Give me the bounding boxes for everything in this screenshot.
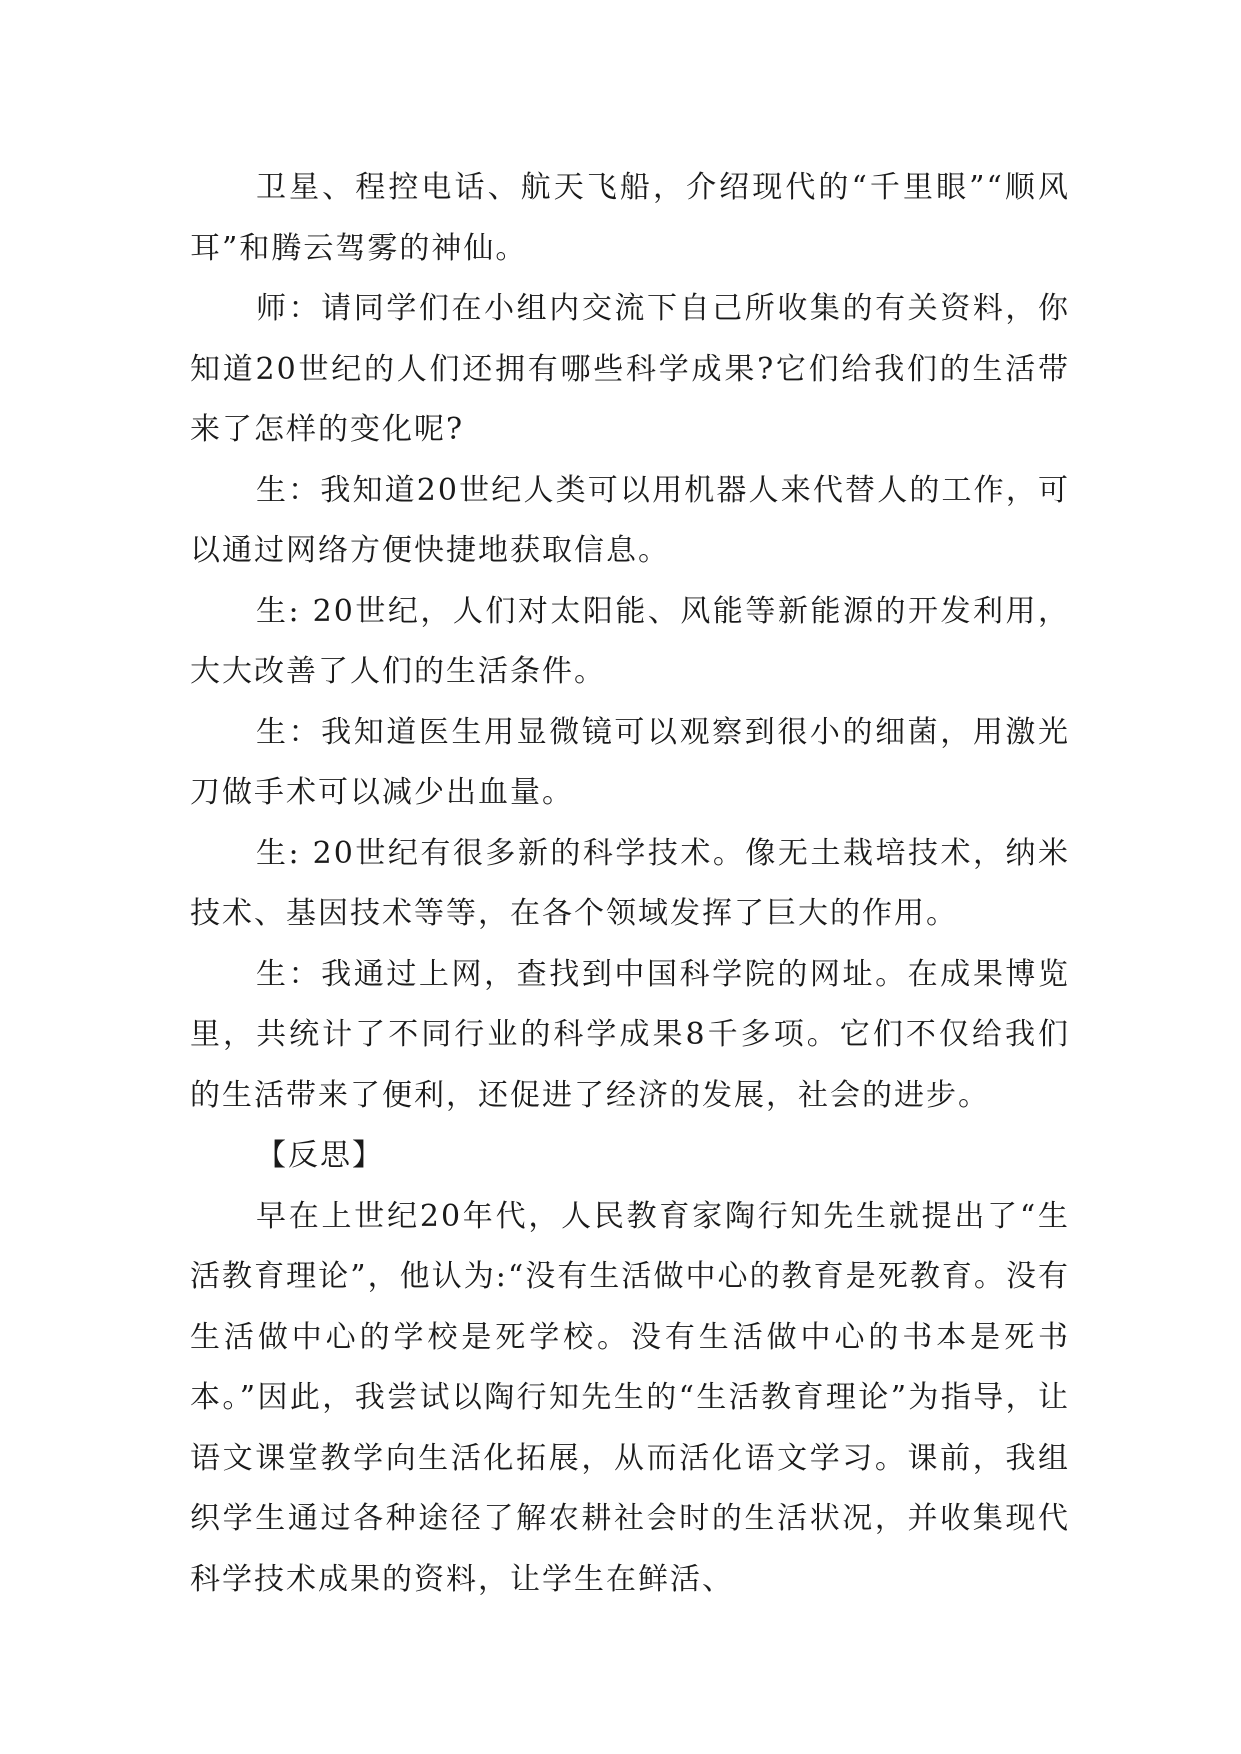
paragraph-student-microscope: 生：我知道医生用显微镜可以观察到很小的细菌，用激光刀做手术可以减少出血量。 [190,714,1070,810]
paragraph-satellite-intro: 卫星、程控电话、航天飞船，介绍现代的“千里眼”“顺风耳”和腾云驾雾的神仙。 [190,170,1070,266]
paragraph-student-new-tech: 生: 20世纪有很多新的科学技术。像无土栽培技术，纳米技术、基因技术等等，在各个领域发挥了巨大的作用。 [190,835,1070,931]
paragraph-reflection-body: 早在上世纪20年代，人民教育家陶行知先生就提出了“生活教育理论”，他认为:“没有生活做中心的教育是死教育。没有生活做中心的学校是死学校。没有生活做中心的书本是死书本。”因此，我尝试以陶行知先生的“生活教育理论”为指导，让语文课堂教学向生活化拓展，从而活化语文学习。课前，我组织学生通过各种途径了解农耕社会时的生活状况，并收集现代科学技术成果的资料，让学生在鲜活、 [190,1198,1070,1597]
paragraph-student-robots: 生：我知道20世纪人类可以用机器人来代替人的工作，可以通过网络方便快捷地获取信息。 [190,472,1070,568]
document-body [190,158,1070,1610]
paragraph-student-new-energy: 生: 20世纪，人们对太阳能、风能等新能源的开发利用，大大改善了人们的生活条件。 [190,593,1070,689]
paragraph-student-academy: 生：我通过上网，查找到中国科学院的网址。在成果博览里，共统计了不同行业的科学成果8千多项。它们不仅给我们的生活带来了便利，还促进了经济的发展，社会的进步。 [190,956,1070,1113]
section-heading-reflection: 【反思】 [256,1138,384,1173]
paragraph-teacher-question: 师：请同学们在小组内交流下自己所收集的有关资料，你知道20世纪的人们还拥有哪些科学成果?它们给我们的生活带来了怎样的变化呢? [190,291,1070,447]
